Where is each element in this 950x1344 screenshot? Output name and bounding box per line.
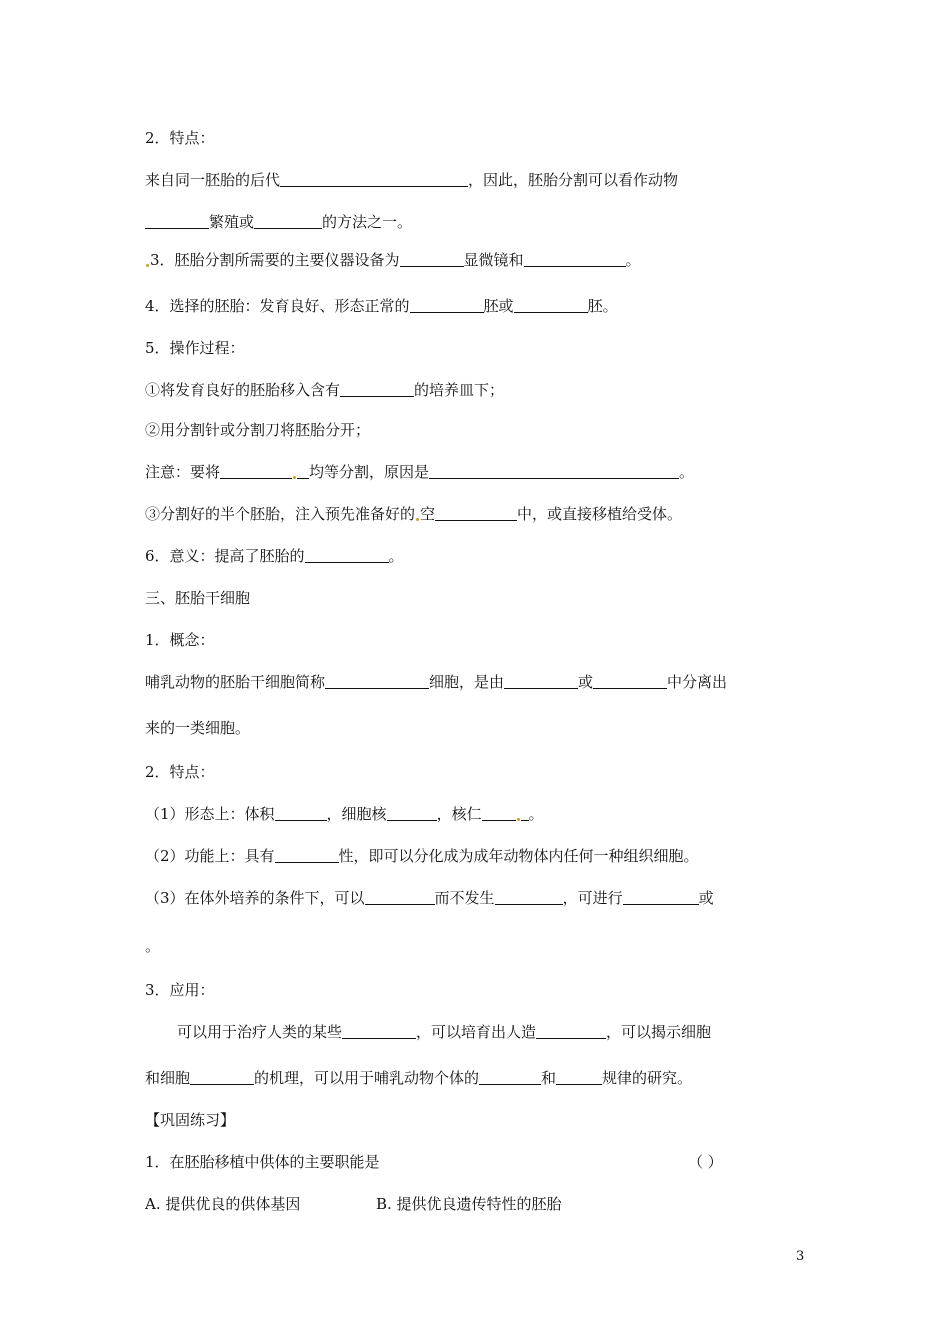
blank-field[interactable] [429, 463, 679, 479]
line-feature-offspring [145, 170, 678, 190]
text: 胚。 [587, 297, 618, 315]
line-procedure-heading: 5．操作过程： [145, 339, 245, 357]
text: 的方法之一。 [322, 213, 413, 231]
blank-field[interactable] [482, 805, 516, 821]
text: （3）在体外培养的条件下，可以 [145, 889, 365, 907]
blank-field[interactable] [297, 463, 309, 479]
text: 3．胚胎分割所需要的主要仪器设备为 [150, 251, 400, 269]
line-concept-def-cont: 来的一类细胞。 [145, 719, 251, 737]
blank-field[interactable] [623, 889, 699, 905]
text: 细胞，是由 [429, 673, 505, 691]
section-heading-exercises: 【巩固练习】 [145, 1111, 236, 1129]
blank-field[interactable] [275, 805, 327, 821]
blank-field[interactable] [190, 1069, 254, 1085]
dot-mark [293, 476, 296, 479]
blank-field[interactable] [556, 1069, 602, 1085]
line-equipment [145, 250, 641, 270]
line-selected-embryo [145, 296, 618, 316]
text: 显微镜和 [463, 251, 524, 269]
section-heading-stem-cells: 三、胚胎干细胞 [145, 589, 251, 607]
blank-field[interactable] [342, 1023, 416, 1039]
line-step-2: ②用分割针或分割刀将胚胎分开； [145, 421, 371, 439]
question-1-options [145, 1194, 765, 1214]
line-step-3 [145, 504, 682, 524]
text: ，因此，胚胎分割可以看作动物 [468, 171, 679, 189]
text: 中分离出 [667, 673, 728, 691]
line-concept-def [145, 672, 727, 692]
blank-field[interactable] [280, 171, 468, 187]
blank-field[interactable] [400, 251, 464, 267]
line-application [177, 1022, 711, 1042]
text: 。 [679, 463, 695, 481]
line-concept-heading: 1．概念： [145, 631, 215, 649]
line-culture [145, 888, 714, 908]
question-1 [145, 1152, 765, 1172]
answer-paren[interactable]: （ ） [688, 1153, 723, 1171]
blank-field[interactable] [524, 251, 626, 267]
text: 而不发生 [434, 889, 495, 907]
text: ，核仁 [436, 805, 482, 823]
text: ，可以培育出人造 [416, 1023, 537, 1041]
blank-field[interactable] [410, 297, 484, 313]
text: 。 [625, 251, 641, 269]
option-a[interactable]: A. 提供优良的供体基因 [145, 1195, 301, 1213]
line-step-1 [145, 380, 504, 400]
blank-field[interactable] [275, 847, 339, 863]
blank-field[interactable] [387, 805, 437, 821]
option-b[interactable]: B. 提供优良遗传特性的胚胎 [376, 1195, 562, 1213]
text: ，细胞核 [326, 805, 387, 823]
text: （2）功能上：具有 [145, 847, 275, 865]
text: ①将发育良好的胚胎移入含有 [145, 381, 341, 399]
blank-field[interactable] [305, 547, 389, 563]
line-reproduction [145, 212, 412, 232]
blank-field[interactable] [435, 505, 517, 521]
text: 或 [578, 673, 594, 691]
text: 和细胞 [145, 1069, 191, 1087]
text: 。 [528, 805, 544, 823]
text: 4．选择的胚胎：发育良好、形态正常的 [145, 297, 410, 315]
text: 来自同一胚胎的后代 [145, 171, 281, 189]
line-culture-cont: 。 [145, 937, 161, 955]
blank-field[interactable] [504, 673, 578, 689]
text: 胚或 [483, 297, 514, 315]
text: 。 [388, 547, 404, 565]
blank-field[interactable] [325, 673, 429, 689]
blank-field[interactable] [536, 1023, 606, 1039]
text: （1）形态上：体积 [145, 805, 275, 823]
line-application-heading: 3．应用： [145, 981, 215, 999]
text: 的培养皿下； [414, 381, 505, 399]
blank-field[interactable] [521, 805, 529, 821]
text: 或 [698, 889, 714, 907]
text: 性，即可以分化成为成年动物体内任何一种组织细胞。 [338, 847, 699, 865]
blank-field[interactable] [593, 673, 667, 689]
text: 均等分割，原因是 [309, 463, 430, 481]
line-feature-heading: 2．特点： [145, 129, 215, 147]
text: 注意：要将 [145, 463, 221, 481]
text: 哺乳动物的胚胎干细胞简称 [145, 673, 326, 691]
line-morphology [145, 804, 544, 824]
text: ，可以揭示细胞 [606, 1023, 712, 1041]
text: 规律的研究。 [602, 1069, 693, 1087]
line-function [145, 846, 699, 866]
text: 繁殖或 [209, 213, 255, 231]
text: 空 [420, 505, 436, 523]
line-application-cont [145, 1068, 692, 1088]
text: 可以用于治疗人类的某些 [177, 1023, 343, 1041]
text: 的机理，可以用于哺乳动物个体的 [254, 1069, 480, 1087]
blank-field[interactable] [340, 381, 414, 397]
dot-mark [146, 264, 149, 267]
text: ③分割好的半个胚胎，注入预先准备好的 [145, 505, 416, 523]
line-features-heading: 2．特点： [145, 763, 215, 781]
line-note [145, 462, 694, 482]
text: 中，或直接移植给受体。 [517, 505, 683, 523]
blank-field[interactable] [514, 297, 588, 313]
blank-field[interactable] [365, 889, 435, 905]
blank-field[interactable] [145, 213, 209, 229]
blank-field[interactable] [254, 213, 322, 229]
text: ，可进行 [562, 889, 623, 907]
dot-mark [416, 518, 419, 521]
text: 和 [541, 1069, 557, 1087]
line-significance [145, 546, 404, 566]
dot-mark [517, 818, 520, 821]
page-number: 3 [796, 1249, 805, 1264]
text: 6．意义：提高了胚胎的 [145, 547, 305, 565]
question-text: 1．在胚胎移植中供体的主要职能是 [145, 1153, 380, 1171]
blank-field[interactable] [220, 463, 292, 479]
blank-field[interactable] [479, 1069, 541, 1085]
blank-field[interactable] [495, 889, 563, 905]
